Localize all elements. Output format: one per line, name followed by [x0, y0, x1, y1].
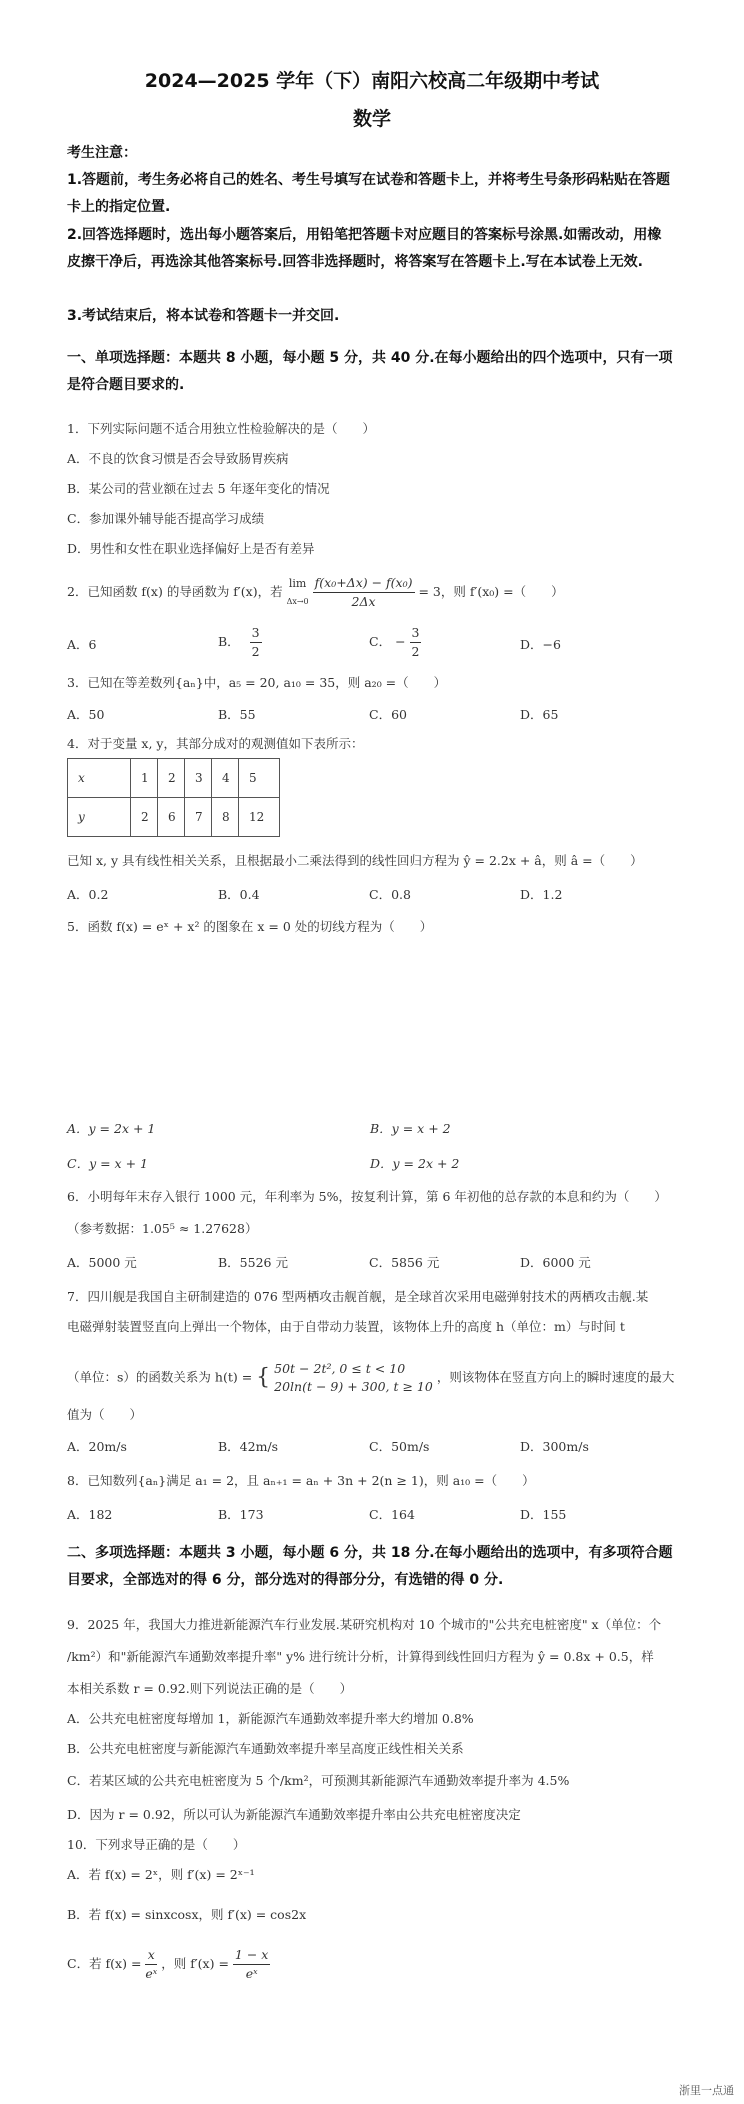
- table-cell: 7: [185, 798, 212, 837]
- q2-option-b-den: 2: [251, 644, 260, 659]
- q7-case-1: 50t − 2t², 0 ≤ t < 10: [274, 1361, 406, 1376]
- q1-option-c: C．参加课外辅导能否提高学习成绩: [67, 511, 265, 526]
- q2-lim-word: lim: [288, 576, 307, 590]
- q4-observation-table: [67, 758, 280, 837]
- q10-option-c-num-1: x: [145, 1946, 157, 1965]
- q8-option-d: D．155: [520, 1507, 567, 1522]
- q9-option-b: B．公共充电桩密度与新能源汽车通勤效率提升率呈高度正线性相关关系: [67, 1741, 464, 1756]
- q7-brace: {: [256, 1365, 271, 1390]
- table-cell: x: [68, 759, 131, 798]
- section-multi-choice: 二、多项选择题：本题共 3 小题，每小题 6 分，共 18 分.在每小题给出的选项中，有多项符合题目要求，全部选对的得 6 分，部分选对的得部分分，有选错的得 0 分.: [67, 1545, 673, 1588]
- q2-stem-end: = 3，则 f′(x₀) =（ ）: [418, 584, 564, 599]
- table-cell: 5: [239, 759, 280, 798]
- q2-option-c: [369, 624, 421, 661]
- q7-line-1: 7．四川舰是我国自主研制建造的 076 型两栖攻击舰首舰，是全球首次采用电磁弹射技术的两栖攻击舰.某: [67, 1289, 649, 1304]
- q6-option-d: D．6000 元: [520, 1255, 591, 1270]
- q1-option-d: D．男性和女性在职业选择偏好上是否有差异: [67, 541, 315, 556]
- q10-option-c-frac-2: [233, 1946, 270, 1983]
- notice-heading: 考生注意：: [67, 145, 137, 161]
- table-cell: 12: [239, 798, 280, 837]
- q7-func-prefix: （单位：s）的函数关系为 h(t) =: [67, 1369, 253, 1385]
- q10-option-c-prefix: C．若 f(x) =: [67, 1956, 142, 1971]
- q3-option-c: C．60: [369, 707, 407, 722]
- q9-line-3: 本相关系数 r = 0.92.则下列说法正确的是（ ）: [67, 1681, 353, 1696]
- q4-option-d: D．1.2: [520, 887, 563, 902]
- q10-option-c: [67, 1946, 687, 1983]
- q10-option-c-frac-1: [145, 1946, 157, 1983]
- notice-item-1: 1.答题前，考生务必将自己的姓名、考生号填写在试卷和答题卡上，并将考生号条形码粘贴在答题卡上的指定位置.: [67, 172, 671, 215]
- q7-line-2: 电磁弹射装置竖直向上弹出一个物体，由于自带动力装置，该物体上升的高度 h（单位：m）与时间 t: [67, 1319, 625, 1334]
- q2-stem: [67, 574, 687, 611]
- q1-stem: 1．下列实际问题不适合用独立性检验解决的是（ ）: [67, 421, 375, 436]
- q2-option-d: D．−6: [520, 637, 561, 652]
- q9-line-2: /km²）和"新能源汽车通勤效率提升率" y% 进行统计分析，计算得到线性回归方程为 ŷ = 0.8x + 0.5，样: [67, 1649, 654, 1664]
- q10-stem: 10．下列求导正确的是（ ）: [67, 1837, 246, 1852]
- q4-stem: 4．对于变量 x, y，其部分成对的观测值如下表所示：: [67, 736, 364, 751]
- q2-option-c-frac: [410, 624, 422, 661]
- q2-option-c-num: 3: [410, 624, 422, 643]
- q2-stem-start: 2．已知函数 f(x) 的导函数为 f′(x)，若: [67, 584, 283, 599]
- q7-option-a: A．20m/s: [67, 1439, 127, 1454]
- q5-option-c: C．y = x + 1: [67, 1156, 148, 1171]
- q3-option-b: B．55: [218, 707, 256, 722]
- q10-option-b: B．若 f(x) = sinxcosx，则 f′(x) = cos2x: [67, 1907, 307, 1922]
- q6-option-a: A．5000 元: [67, 1255, 137, 1270]
- table-cell: 2: [131, 798, 158, 837]
- q10-option-c-den-1: eˣ: [145, 1966, 158, 1981]
- table-cell: 3: [185, 759, 212, 798]
- q7-option-b: B．42m/s: [218, 1439, 279, 1454]
- q3-option-d: D．65: [520, 707, 559, 722]
- q7-case-2: 20ln(t − 9) + 300, t ≥ 10: [274, 1379, 433, 1394]
- q2-option-b: [218, 624, 262, 661]
- q5-option-d: D．y = 2x + 2: [370, 1156, 460, 1171]
- q2-option-b-frac: [250, 624, 262, 661]
- q10-option-c-den-2: eˣ: [245, 1966, 258, 1981]
- q1-option-b: B．某公司的营业额在过去 5 年逐年变化的情况: [67, 481, 330, 496]
- q7-option-c: C．50m/s: [369, 1439, 430, 1454]
- q2-option-c-den: 2: [411, 644, 420, 659]
- q4-option-b: B．0.4: [218, 887, 260, 902]
- q2-option-b-label: B．: [218, 634, 240, 649]
- table-row-y: [68, 798, 280, 837]
- q6-option-b: B．5526 元: [218, 1255, 288, 1270]
- q8-option-a: A．182: [67, 1507, 113, 1522]
- q2-option-c-sign: −: [395, 634, 406, 649]
- q8-option-c: C．164: [369, 1507, 415, 1522]
- q5-option-a: A．y = 2x + 1: [67, 1121, 156, 1136]
- q5-stem: 5．函数 f(x) = eˣ + x² 的图象在 x = 0 处的切线方程为（ ）: [67, 919, 433, 934]
- q6-reference: （参考数据：1.05⁵ ≈ 1.27628）: [67, 1221, 258, 1236]
- q7-piecewise: [274, 1360, 433, 1396]
- q10-option-c-middle: ，则 f′(x) =: [161, 1956, 229, 1971]
- q2-fraction-num: f(x₀+Δx) − f(x₀): [313, 574, 415, 593]
- q9-option-c: C．若某区域的公共充电桩密度为 5 个/km²，可预测其新能源汽车通勤效率提升率为 4.5%: [67, 1773, 570, 1788]
- q3-option-a: A．50: [67, 707, 105, 722]
- section-single-choice: 一、单项选择题：本题共 8 小题，每小题 5 分，共 40 分.在每小题给出的四个选项中，只有一项是符合题目要求的.: [67, 350, 673, 393]
- table-cell: 1: [131, 759, 158, 798]
- q1-option-a: A．不良的饮食习惯是否会导致肠胃疾病: [67, 451, 289, 466]
- q2-limit: [287, 575, 309, 611]
- q2-fraction-den: 2Δx: [351, 594, 376, 609]
- table-row-x: [68, 759, 280, 798]
- table-cell: y: [68, 798, 131, 837]
- q9-line-1: 9．2025 年，我国大力推进新能源汽车行业发展.某研究机构对 10 个城市的"公共充电桩密度" x（单位：个: [67, 1617, 662, 1632]
- q9-option-a: A．公共充电桩密度每增加 1，新能源汽车通勤效率提升率大约增加 0.8%: [67, 1711, 474, 1726]
- q7-line-4: 值为（ ）: [67, 1407, 143, 1422]
- q6-stem: 6．小明每年末存入银行 1000 元，年利率为 5%，按复利计算，第 6 年初他的总存款的本息和约为（ ）: [67, 1189, 667, 1204]
- q4-option-c: C．0.8: [369, 887, 411, 902]
- q2-lim-sub: Δx→0: [286, 596, 309, 606]
- q10-option-a: A．若 f(x) = 2ˣ，则 f′(x) = 2ˣ⁻¹: [67, 1867, 255, 1882]
- exam-title: 2024—2025 学年（下）南阳六校高二年级期中考试: [144, 70, 600, 92]
- q4-stem2: 已知 x, y 具有线性相关关系，且根据最小二乘法得到的线性回归方程为 ŷ = 2.2x + â，则 â =（ ）: [67, 853, 643, 868]
- q9-option-d: D．因为 r = 0.92，所以可认为新能源汽车通勤效率提升率由公共充电桩密度决定: [67, 1807, 521, 1822]
- q10-option-c-num-2: 1 − x: [233, 1946, 270, 1965]
- q2-option-b-num: 3: [250, 624, 262, 643]
- q2-fraction: [313, 574, 415, 611]
- table-cell: 4: [212, 759, 239, 798]
- q7-func-suffix: ，则该物体在竖直方向上的瞬时速度的最大: [436, 1369, 675, 1385]
- q5-option-b: B．y = x + 2: [370, 1121, 451, 1136]
- footer-watermark: 浙里一点通: [679, 2084, 734, 2097]
- q2-option-a: A．6: [67, 637, 97, 652]
- table-cell: 2: [158, 759, 185, 798]
- exam-subject: 数学: [352, 108, 391, 130]
- q3-stem: 3．已知在等差数列{aₙ}中，a₅ = 20, a₁₀ = 35，则 a₂₀ =（ ）: [67, 675, 447, 690]
- q8-option-b: B．173: [218, 1507, 264, 1522]
- q7-option-d: D．300m/s: [520, 1439, 589, 1454]
- q4-option-a: A．0.2: [67, 887, 109, 902]
- table-cell: 6: [158, 798, 185, 837]
- q2-option-c-label: C．: [369, 634, 392, 649]
- notice-item-3: 3.考试结束后，将本试卷和答题卡一并交回.: [67, 308, 340, 324]
- notice-item-2: 2.回答选择题时，选出每小题答案后，用铅笔把答题卡对应题目的答案标号涂黑.如需改动，用橡皮擦干净后，再选涂其他答案标号.回答非选择题时，将答案写在答题卡上.写在本试卷上无效.: [67, 227, 662, 270]
- q6-option-c: C．5856 元: [369, 1255, 440, 1270]
- q8-stem: 8．已知数列{aₙ}满足 a₁ = 2，且 aₙ₊₁ = aₙ + 3n + 2(n ≥ 1)，则 a₁₀ =（ ）: [67, 1473, 535, 1488]
- q7-line-3: [67, 1360, 687, 1396]
- table-cell: 8: [212, 798, 239, 837]
